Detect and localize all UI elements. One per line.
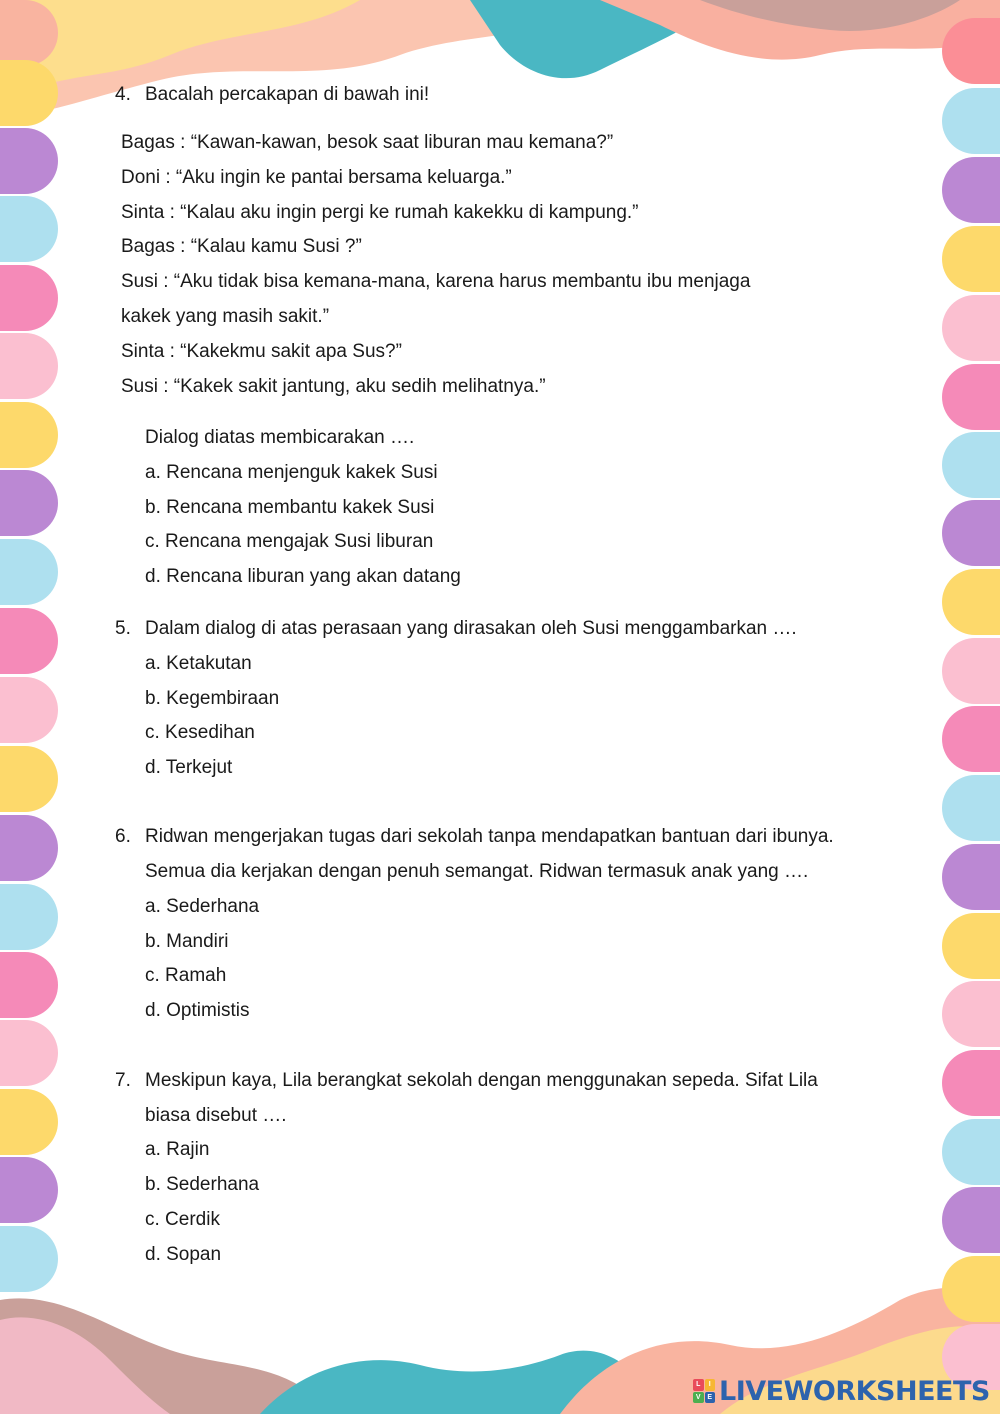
question-number: 6.	[115, 826, 131, 847]
answer-option[interactable]: c. Rencana mengajak Susi liburan	[145, 531, 434, 552]
answer-option[interactable]: d. Terkejut	[145, 757, 233, 778]
dialog-line: Sinta : “Kakekmu sakit apa Sus?”	[121, 341, 402, 362]
answer-option[interactable]: b. Mandiri	[145, 931, 229, 952]
question-text: biasa disebut ….	[145, 1105, 287, 1126]
answer-option[interactable]: d. Rencana liburan yang akan datang	[145, 566, 461, 587]
question-text: Dalam dialog di atas perasaan yang dirasakan oleh Susi menggambarkan ….	[145, 618, 797, 639]
question-number: 7.	[115, 1070, 131, 1091]
answer-option[interactable]: c. Kesedihan	[145, 722, 255, 743]
answer-option[interactable]: d. Sopan	[145, 1244, 222, 1265]
answer-option[interactable]: b. Rencana membantu kakek Susi	[145, 497, 435, 518]
answer-option[interactable]: d. Optimistis	[145, 1000, 250, 1021]
dialog-line: Bagas : “Kawan-kawan, besok saat liburan mau kemana?”	[121, 132, 614, 153]
liveworksheets-logo-icon: L I V E	[693, 1379, 715, 1403]
question-text: Dialog diatas membicarakan ….	[145, 427, 415, 448]
answer-option[interactable]: a. Ketakutan	[145, 653, 252, 674]
question-number: 4.	[115, 84, 131, 105]
answer-option[interactable]: a. Sederhana	[145, 896, 260, 917]
answer-option[interactable]: c. Cerdik	[145, 1209, 220, 1230]
dialog-line: Sinta : “Kalau aku ingin pergi ke rumah kakekku di kampung.”	[121, 202, 639, 223]
dialog-line: Susi : “Aku tidak bisa kemana-mana, karena harus membantu ibu menjaga	[121, 271, 751, 292]
watermark-text: LIVEWORKSHEETS	[719, 1375, 990, 1407]
dialog-line: Doni : “Aku ingin ke pantai bersama keluarga.”	[121, 167, 512, 188]
answer-option[interactable]: c. Ramah	[145, 965, 227, 986]
dialog-line: Bagas : “Kalau kamu Susi ?”	[121, 236, 362, 257]
question-prompt: Bacalah percakapan di bawah ini!	[145, 84, 430, 105]
dialog-line: Susi : “Kakek sakit jantung, aku sedih melihatnya.”	[121, 376, 546, 397]
answer-option[interactable]: b. Sederhana	[145, 1174, 260, 1195]
answer-option[interactable]: b. Kegembiraan	[145, 688, 280, 709]
question-text: Meskipun kaya, Lila berangkat sekolah dengan menggunakan sepeda. Sifat Lila	[145, 1070, 818, 1091]
question-text: Semua dia kerjakan dengan penuh semangat. Ridwan termasuk anak yang ….	[145, 861, 809, 882]
liveworksheets-watermark	[693, 1376, 990, 1406]
question-text: Ridwan mengerjakan tugas dari sekolah tanpa mendapatkan bantuan dari ibunya.	[145, 826, 834, 847]
dialog-line: kakek yang masih sakit.”	[121, 306, 330, 327]
answer-option[interactable]: a. Rajin	[145, 1139, 210, 1160]
question-number: 5.	[115, 618, 131, 639]
answer-option[interactable]: a. Rencana menjenguk kakek Susi	[145, 462, 438, 483]
